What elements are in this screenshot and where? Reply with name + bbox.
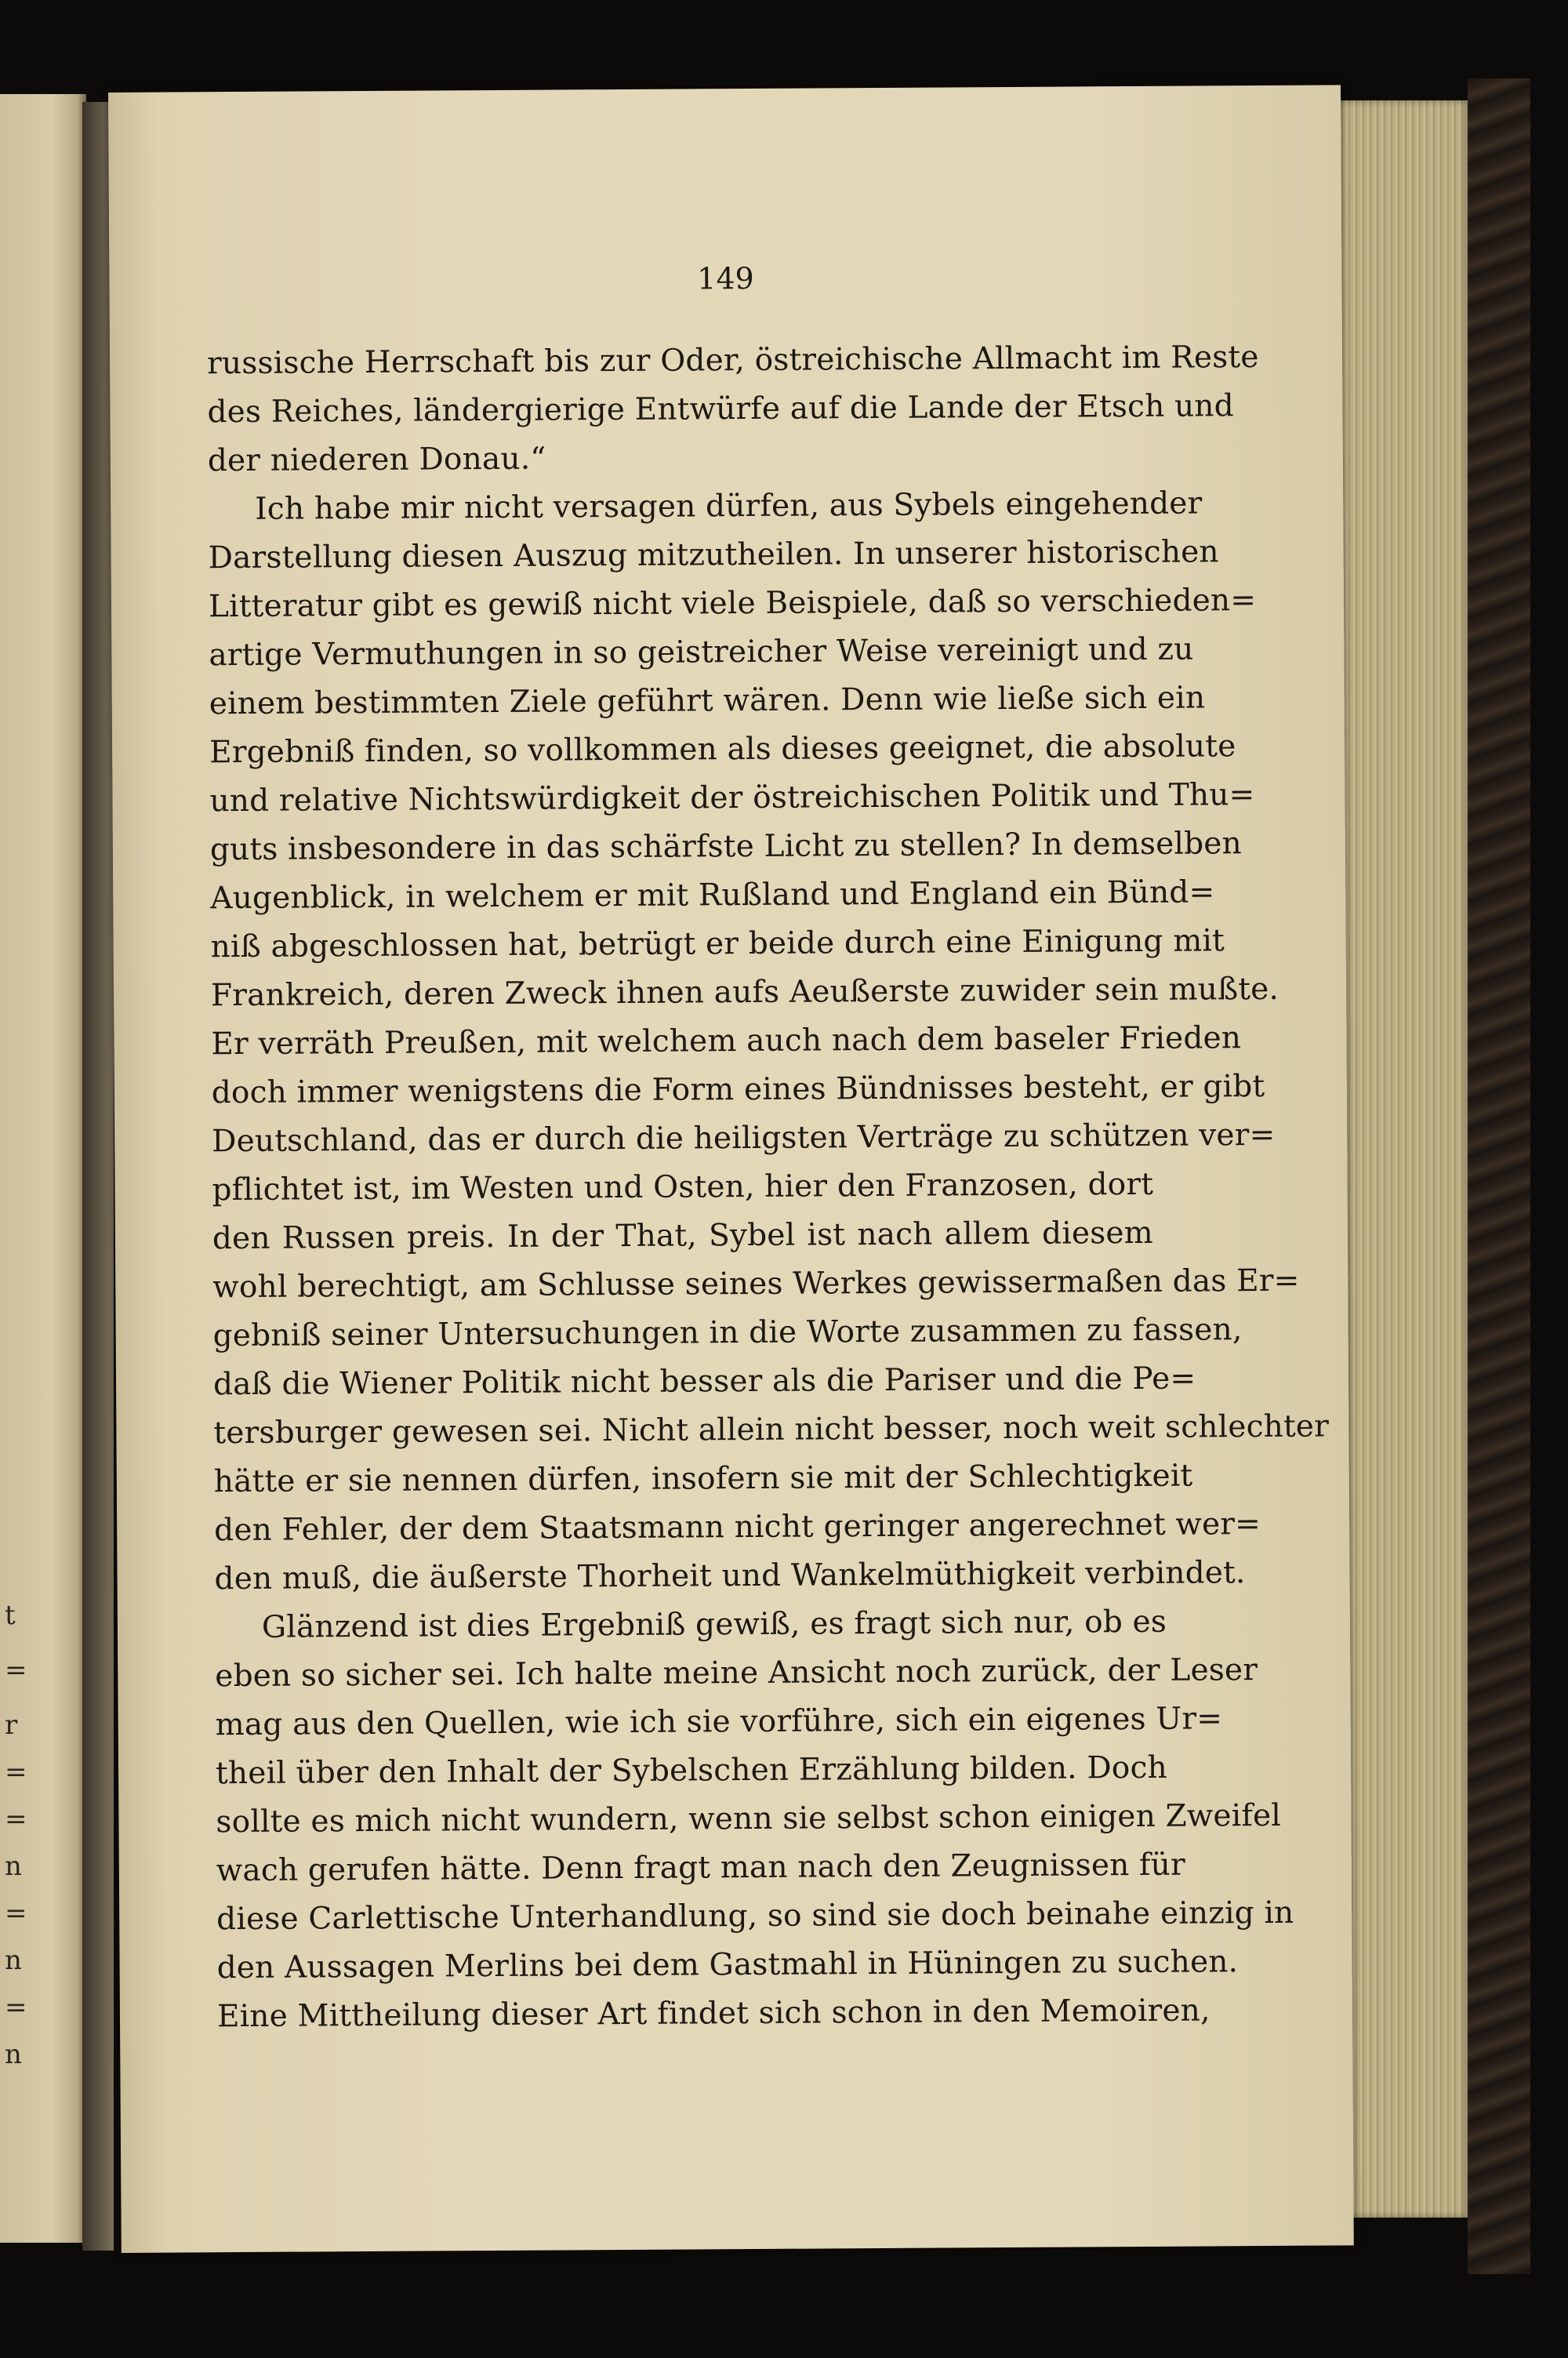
text-line: den Fehler, der dem Staatsmann nicht geringer angerechnet wer= <box>214 1506 1261 1549</box>
left-page-fragment: = <box>5 1757 27 1788</box>
text-line: den Aussagen Merlins bei dem Gastmahl in Hüningen zu suchen. <box>216 1944 1239 1986</box>
left-page-fragment: r <box>5 1709 18 1741</box>
text-line: Augenblick, in welchem er mit Rußland und England ein Bünd= <box>210 874 1215 917</box>
book-cover-edge <box>1468 78 1530 2274</box>
text-line: Ich habe mir nicht versagen dürfen, aus Sybels eingehender <box>255 485 1203 527</box>
text-line: wach gerufen hätte. Denn fragt man nach den Zeugnissen für <box>216 1847 1186 1889</box>
text-line: gebniß seiner Untersuchungen in die Worte zusammen zu fassen, <box>212 1312 1243 1354</box>
left-page-fragment: t <box>5 1600 16 1631</box>
text-line: eben so sicher sei. Ich halte meine Ansicht noch zurück, der Leser <box>215 1652 1258 1695</box>
book-page <box>108 85 1354 2253</box>
left-page-fragment: n <box>5 1851 22 1882</box>
text-line: den muß, die äußerste Thorheit und Wankelmüthigkeit verbindet. <box>214 1555 1246 1597</box>
body-text <box>206 334 1330 2041</box>
text-line: niß abgeschlossen hat, betrügt er beide durch eine Einigung mit <box>210 923 1225 965</box>
text-line: mag aus den Quellen, wie ich sie vorführe, sich ein eigenes Ur= <box>215 1701 1223 1743</box>
text-line: sollte es mich nicht wundern, wenn sie selbst schon einigen Zweifel <box>216 1797 1282 1840</box>
left-facing-page-edge <box>0 94 86 2243</box>
left-page-fragment: = <box>5 1804 27 1835</box>
left-page-fragment: n <box>5 1945 22 1976</box>
text-line: den Russen preis. In der That, Sybel ist nach allem diesem <box>212 1215 1154 1257</box>
text-line: Eine Mittheilung dieser Art findet sich schon in den Memoiren, <box>216 1993 1210 2035</box>
text-line: russische Herrschaft bis zur Oder, östreichische Allmacht im Reste <box>206 340 1259 382</box>
page-number: 149 <box>697 260 754 296</box>
text-line: Litteratur gibt es gewiß nicht viele Beispiele, daß so verschieden= <box>208 583 1257 625</box>
text-line: diese Carlettische Unterhandlung, so sind sie doch beinahe einzig in <box>216 1895 1294 1938</box>
text-line: guts insbesondere in das schärfste Licht zu stellen? In demselben <box>209 826 1243 868</box>
text-line: daß die Wiener Politik nicht besser als die Pariser und die Pe= <box>212 1361 1196 1403</box>
text-line: und relative Nichtswürdigkeit der östreichischen Politik und Thu= <box>209 777 1255 819</box>
text-line: der niederen Donau.“ <box>207 441 546 479</box>
text-line: theil über den Inhalt der Sybelschen Erzählung bilden. Doch <box>215 1749 1168 1792</box>
text-line: des Reiches, ländergierige Entwürfe auf die Lande der Etsch und <box>207 388 1234 431</box>
text-line: tersburger gewesen sei. Nicht allein nicht besser, noch weit schlechter <box>213 1408 1330 1451</box>
page-gutter <box>82 102 114 2251</box>
text-line: Darstellung diesen Auszug mitzutheilen. In unserer historischen <box>208 534 1219 576</box>
text-line: wohl berechtigt, am Schlusse seines Werkes gewissermaßen das Er= <box>212 1263 1300 1306</box>
text-line: Deutschland, das er durch die heiligsten Verträge zu schützen ver= <box>212 1117 1276 1160</box>
left-page-fragment: = <box>5 1898 27 1929</box>
text-line: Glänzend ist dies Ergebniß gewiß, es fragt sich nur, ob es <box>261 1604 1167 1645</box>
text-line: doch immer wenigstens die Form eines Bündnisses besteht, er gibt <box>211 1069 1265 1111</box>
text-line: Frankreich, deren Zweck ihnen aufs Aeußerste zuwider sein mußte. <box>210 971 1279 1014</box>
left-page-fragment: n <box>5 2039 22 2070</box>
text-line: Er verräth Preußen, mit welchem auch nach dem baseler Frieden <box>211 1020 1242 1063</box>
text-line: hätte er sie nennen dürfen, insofern sie mit der Schlechtigkeit <box>213 1458 1193 1500</box>
text-line: pflichtet ist, im Westen und Osten, hier den Franzosen, dort <box>212 1166 1154 1208</box>
left-page-fragment: = <box>5 1655 27 1686</box>
page-block-edge <box>1338 100 1471 2218</box>
text-line: artige Vermuthungen in so geistreicher Weise vereinigt und zu <box>209 631 1194 674</box>
text-line: einem bestimmten Ziele geführt wären. Denn wie ließe sich ein <box>209 680 1206 722</box>
left-page-fragment: = <box>5 1992 27 2023</box>
text-line: Ergebniß finden, so vollkommen als dieses geeignet, die absolute <box>209 728 1236 771</box>
